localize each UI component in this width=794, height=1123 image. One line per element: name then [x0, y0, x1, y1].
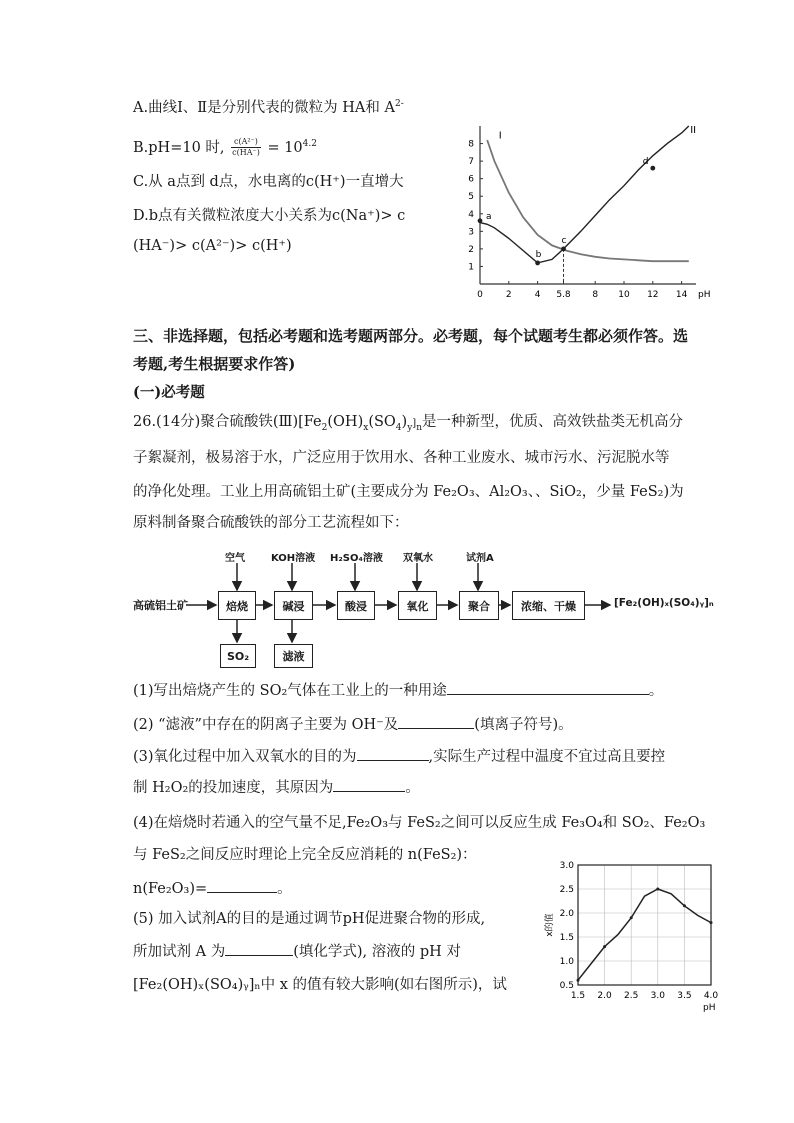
- option-d-line2: (HA⁻)> c(A²⁻)> c(H⁺): [133, 238, 292, 254]
- series-label-II: II: [690, 125, 697, 137]
- y-tick-label: 3.0: [559, 861, 574, 871]
- q5-line1: (5) 加入试剂A的目的是通过调节pH促进聚合物的形成,: [133, 911, 486, 927]
- y-tick-label: 2: [468, 244, 474, 255]
- q26-line2: 子絮凝剂，极易溶于水，广泛应用于饮用水、各种工业废水、城市污水、污泥脱水等: [133, 450, 670, 466]
- x-tick-label: 4.0: [703, 991, 719, 1001]
- y-tick-label: 1.5: [559, 933, 574, 943]
- x-tick-label: 0: [477, 290, 483, 300]
- option-b: [133, 134, 317, 158]
- x-tick-label: 10: [618, 290, 630, 300]
- point-d: [650, 166, 655, 171]
- x-tick-label: 1.5: [570, 991, 586, 1001]
- q26-line4: 原料制备聚合硫酸铁的部分工艺流程如下：: [133, 515, 409, 531]
- q26-l1b: (OH): [327, 414, 364, 430]
- plot-frame: [578, 865, 711, 985]
- fraction-numerator: c(A²⁻): [231, 137, 261, 148]
- series-II-line: [480, 126, 689, 263]
- flow-output-so2: SO₂: [220, 644, 256, 668]
- species-ph-chart: [458, 118, 710, 302]
- option-b-prefix: B.pH=10 时,: [133, 139, 225, 156]
- q1-text: (1)写出焙烧产生的 SO₂气体在工业上的一种用途: [133, 683, 447, 699]
- data-point: [656, 888, 659, 891]
- q2-answer-blank[interactable]: [398, 714, 474, 729]
- q3-line1: [133, 746, 665, 767]
- section-title-line1: 三、非选择题，包括必考题和选考题两部分。必考题，每个试题考生都必须作答。选: [133, 327, 689, 345]
- x-value-curve: [578, 889, 711, 980]
- x-value-ph-chart: [536, 855, 726, 1015]
- q26-sub-y: y: [407, 422, 413, 433]
- q26-l1c: (SO: [368, 414, 396, 430]
- flow-input-h2so4: H₂SO₄溶液: [330, 553, 383, 564]
- x-tick-label: 3.5: [677, 991, 692, 1001]
- q3a-text: (3)氧化过程中加入双氧水的目的为: [133, 749, 357, 765]
- point-a: [478, 218, 483, 223]
- q3-line2: [133, 777, 420, 798]
- q26-sub-n: n: [416, 422, 422, 433]
- x-tick-label: 2.0: [597, 991, 612, 1001]
- section-title-line2: 考题,考生根据要求作答): [133, 355, 296, 373]
- q4-answer-blank[interactable]: [207, 878, 277, 893]
- y-tick-label: 1.0: [559, 957, 574, 967]
- required-heading: (一)必考题: [133, 384, 205, 401]
- q3b-answer-blank[interactable]: [333, 777, 405, 792]
- flow-step-polymerize: 聚合: [459, 591, 499, 620]
- option-b-exponent: 4.2: [302, 139, 317, 149]
- q5b-end: (填化学式), 溶液的 pH 对: [293, 944, 461, 960]
- q4c-text: n(Fe₂O₃)=: [133, 881, 208, 897]
- flow-step-roast: 焙烧: [218, 591, 256, 620]
- q3a-answer-blank[interactable]: [357, 746, 429, 761]
- q26-line1: 26.(14分)聚合硫酸铁$(Ⅲ)[Fe_2(OH)_x(SO_4)_y]_n$是一种新型，优质、高效铁盐类无机高分: [133, 414, 683, 433]
- flow-step-dry: 浓缩、干燥: [512, 591, 585, 620]
- q4-line1: (4)在焙烧时若通入的空气量不足,Fe₂O₃与 FeS₂之间可以反应生成 Fe₃O₄和 SO₂、Fe₂O₃: [133, 815, 706, 831]
- y-axis-label: x的值: [545, 913, 555, 937]
- q5-line3: [Fe₂(OH)ₓ(SO₄)ᵧ]ₙ中 x 的值有较大影响(如右图所示)，试: [133, 977, 507, 993]
- y-tick-label: 6: [468, 174, 474, 185]
- y-tick-label: 0.5: [559, 981, 574, 991]
- flow-start: 高硫铝土矿: [133, 599, 188, 612]
- point-label-d: d: [642, 157, 649, 168]
- point-label-c: c: [561, 235, 567, 246]
- q2-end: (填离子符号)。: [474, 717, 573, 733]
- x-tick-label: 4: [534, 290, 541, 300]
- data-point: [710, 921, 713, 924]
- option-a-text: A.曲线Ⅰ、Ⅱ是分别代表的微粒为 HA和 A: [133, 99, 395, 116]
- x-tick-label: 2: [505, 290, 512, 300]
- q4-line3: [133, 878, 292, 899]
- series-label-I: I: [498, 130, 502, 142]
- point-b: [535, 261, 540, 266]
- flow-step-acid: 酸浸: [337, 591, 375, 620]
- x-tick-label: 14: [675, 290, 688, 300]
- q26-line3: 的净化处理。工业上用高硫铝土矿(主要成分为 Fe₂O₃、Al₂O₃、、SiO₂，少量 FeS₂)为: [133, 484, 684, 500]
- flow-output-filtrate: 滤液: [274, 644, 313, 668]
- data-point: [603, 945, 606, 948]
- point-c: [561, 246, 566, 251]
- q26-sub-2: 2: [321, 422, 328, 433]
- q2: [133, 714, 573, 735]
- q3a-end: ,实际生产过程中温度不宜过高且要控: [428, 749, 666, 765]
- data-point: [630, 916, 633, 919]
- y-tick-label: 7: [468, 157, 474, 168]
- q3b-end: 。: [405, 780, 420, 796]
- fraction-denominator: c(HA⁻): [232, 148, 260, 158]
- flow-input-h2o2: 双氧水: [403, 553, 433, 564]
- q2-text: (2) “滤液”中存在的阴离子主要为 OH⁻及: [133, 717, 399, 733]
- y-tick-label: 2.0: [559, 909, 574, 919]
- option-b-equals: = 10: [267, 139, 303, 156]
- option-a: [133, 94, 404, 118]
- y-tick-label: 1: [468, 262, 474, 273]
- x-axis-label: pH: [698, 290, 710, 300]
- q4-line2: 与 FeS₂之间反应时理论上完全反应消耗的 n(FeS₂)：: [133, 847, 477, 863]
- option-d-line1: D.b点有关微粒浓度大小关系为c(Na⁺)> c: [133, 208, 406, 224]
- q5-line2: [133, 941, 461, 962]
- x-tick-label: 5.8: [556, 290, 571, 300]
- x-tick-label: 3.0: [650, 991, 665, 1001]
- q5b-text: 所加试剂 A 为: [133, 944, 226, 960]
- y-tick-label: 5: [468, 192, 474, 203]
- flow-input-koh: KOH溶液: [271, 553, 316, 564]
- q4c-end: 。: [277, 881, 292, 897]
- series-I-line: [487, 140, 689, 261]
- y-tick-label: 2.5: [559, 885, 574, 895]
- flow-input-reagent-a: 试剂A: [466, 553, 494, 564]
- q1-end: 。: [648, 683, 664, 699]
- x-tick-label: 2.5: [624, 991, 639, 1001]
- flow-product: [Fe₂(OH)ₓ(SO₄)ᵧ]ₙ: [614, 597, 714, 609]
- y-tick-label: 4: [468, 209, 474, 220]
- x-axis-label: pH: [703, 1003, 716, 1013]
- x-tick-label: 8: [592, 290, 599, 300]
- flow-step-alkali: 碱浸: [274, 591, 313, 620]
- q5-answer-blank[interactable]: [225, 941, 293, 956]
- q1: [133, 680, 663, 701]
- x-tick-label: 12: [647, 290, 659, 300]
- q26-sub-4: 4: [395, 422, 402, 433]
- flow-step-oxidize: 氧化: [398, 591, 437, 620]
- point-label-b: b: [535, 249, 542, 260]
- q26-sub-x: x: [363, 422, 369, 433]
- y-tick-label: 8: [468, 139, 474, 150]
- option-a-sup: 2-: [394, 99, 404, 109]
- q26-l1a: 26.(14分)聚合硫酸铁(Ⅲ)[Fe: [133, 414, 322, 430]
- q1-answer-blank[interactable]: [447, 680, 649, 695]
- data-point: [577, 979, 580, 982]
- option-b-fraction: [231, 137, 261, 158]
- q26-l1e: 是一种新型，优质、高效铁盐类无机高分: [422, 414, 683, 430]
- q26-l1d: ): [401, 414, 408, 430]
- point-label-a: a: [486, 211, 492, 222]
- flow-input-air: 空气: [225, 553, 245, 564]
- q3b-text: 制 H₂O₂的投加速度，其原因为: [133, 780, 334, 796]
- y-tick-label: 3: [468, 227, 474, 238]
- data-point: [683, 904, 686, 907]
- option-c: C.从 a点到 d点，水电离的c(H⁺)一直增大: [133, 174, 404, 190]
